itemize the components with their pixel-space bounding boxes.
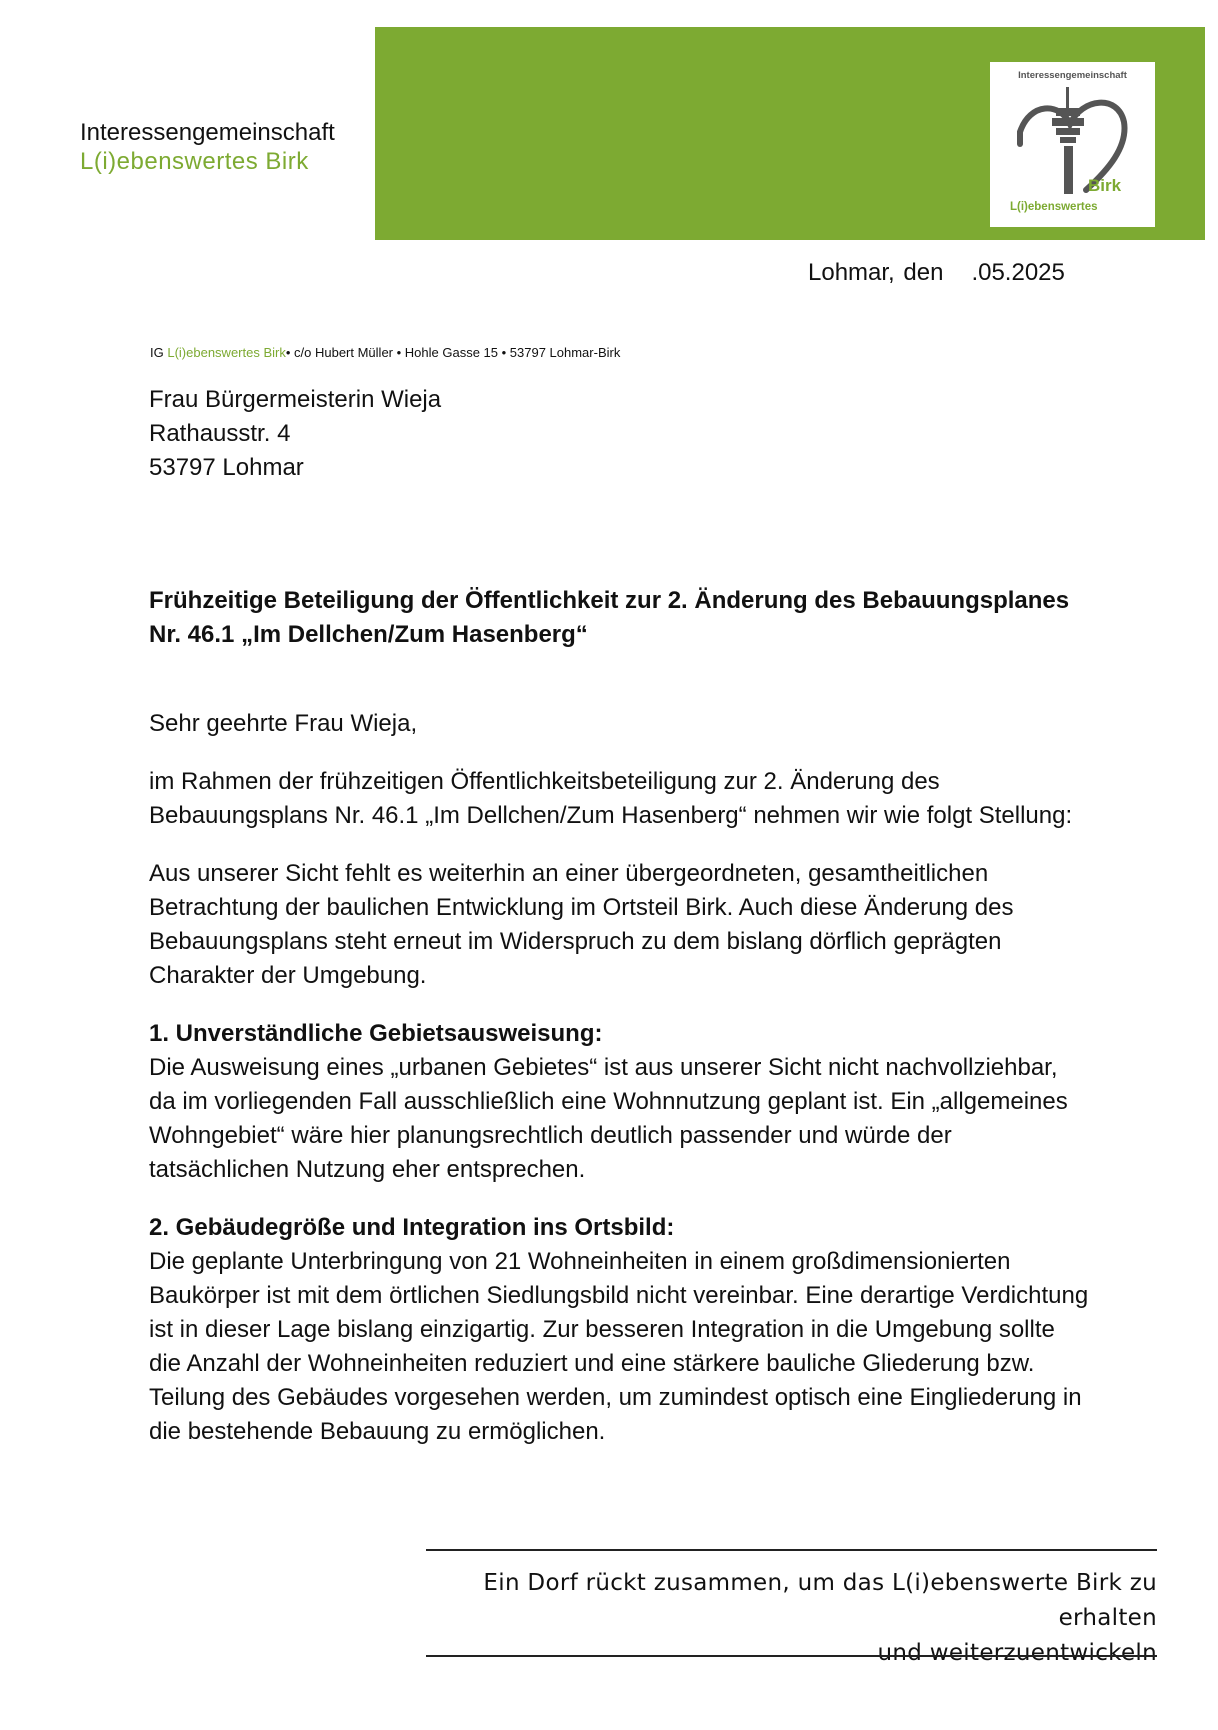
address-line1: Frau Bürgermeisterin Wieja	[149, 386, 442, 413]
date-value: .05.2025	[971, 259, 1065, 286]
logo-bottom-text: L(i)ebenswertes	[1010, 201, 1098, 213]
paragraph-2: Aus unserer Sicht fehlt es weiterhin an einer übergeordneten, gesamtheitlichen Betrachtung der baulichen Entwicklung im Ortsteil Birk. Auch diese Änderung des Bebauungsplans steht erneut im Widerspruch zu dem bislang dörflich geprägten Charakter der Umgebung.	[149, 860, 1014, 989]
sender-org: L(i)ebenswertes Birk	[167, 345, 286, 360]
section2-heading: 2. Gebäudegröße und Integration ins Ortsbild:	[149, 1214, 675, 1241]
footer-rule-top	[426, 1549, 1157, 1551]
intro-paragraph: im Rahmen der frühzeitigen Öffentlichkeitsbeteiligung zur 2. Änderung des Bebauungsplans Nr. 46.1 „Im Dellchen/Zum Hasenberg“ nehmen wir wie folgt Stellung:	[149, 768, 1073, 829]
org-name	[80, 118, 335, 176]
logo	[990, 62, 1155, 227]
letter-date	[808, 259, 1065, 287]
section1-text: Die Ausweisung eines „urbanen Gebietes“ ist aus unserer Sicht nicht nachvollziehbar, da im vorliegenden Fall ausschließlich eine Wohnnutzung geplant ist. Ein „allgemeines Wohngebiet“ wäre hier planungsrechtlich deutlich passender und würde der tatsächlichen Nutzung eher entsprechen.	[149, 1054, 1068, 1183]
logo-birk-text: Birk	[1088, 176, 1122, 195]
date-prefix: Lohmar, den	[808, 259, 944, 286]
salutation: Sehr geehrte Frau Wieja,	[149, 710, 418, 737]
sender-rest: • c/o Hubert Müller • Hohle Gasse 15 • 53797 Lohmar-Birk	[285, 345, 621, 360]
footer-line2: und weiterzuentwickeln	[877, 1640, 1157, 1666]
recipient-address	[149, 383, 441, 485]
org-name-line1: Interessengemeinschaft	[80, 119, 335, 146]
section2-text: Die geplante Unterbringung von 21 Wohneinheiten in einem großdimensionierten Baukörper ist mit dem örtlichen Siedlungsbild nicht vereinbar. Eine derartige Verdichtung ist in dieser Lage bislang einzigartig. Zur besseren Integration in die Umgebung sollte die Anzahl der Wohneinheiten reduziert und eine stärkere bauliche Gliederung bzw. Teilung des Gebäudes vorgesehen werden, um zumindest optisch eine Eingliederung in die bestehende Bebauung zu ermöglichen.	[149, 1248, 1089, 1445]
address-line3: 53797 Lohmar	[149, 454, 304, 481]
footer-line1: Ein Dorf rückt zusammen, um das L(i)ebenswerte Birk zu erhalten	[483, 1570, 1157, 1631]
section1-heading: 1. Unverständliche Gebietsausweisung:	[149, 1020, 603, 1047]
footer-rule-bottom	[426, 1655, 1157, 1657]
letter-subject: Frühzeitige Beteiligung der Öffentlichkeit zur 2. Änderung des Bebauungsplanes Nr. 46.1 „Im Dellchen/Zum Hasenberg“	[149, 587, 1070, 648]
org-name-line2: L(i)ebenswertes Birk	[80, 148, 309, 175]
logo-top-text: Interessengemeinschaft	[1018, 70, 1127, 81]
sender-ig: IG	[150, 345, 164, 360]
address-line2: Rathausstr. 4	[149, 420, 291, 447]
sender-line	[150, 345, 620, 360]
letter-body	[149, 707, 1089, 1449]
